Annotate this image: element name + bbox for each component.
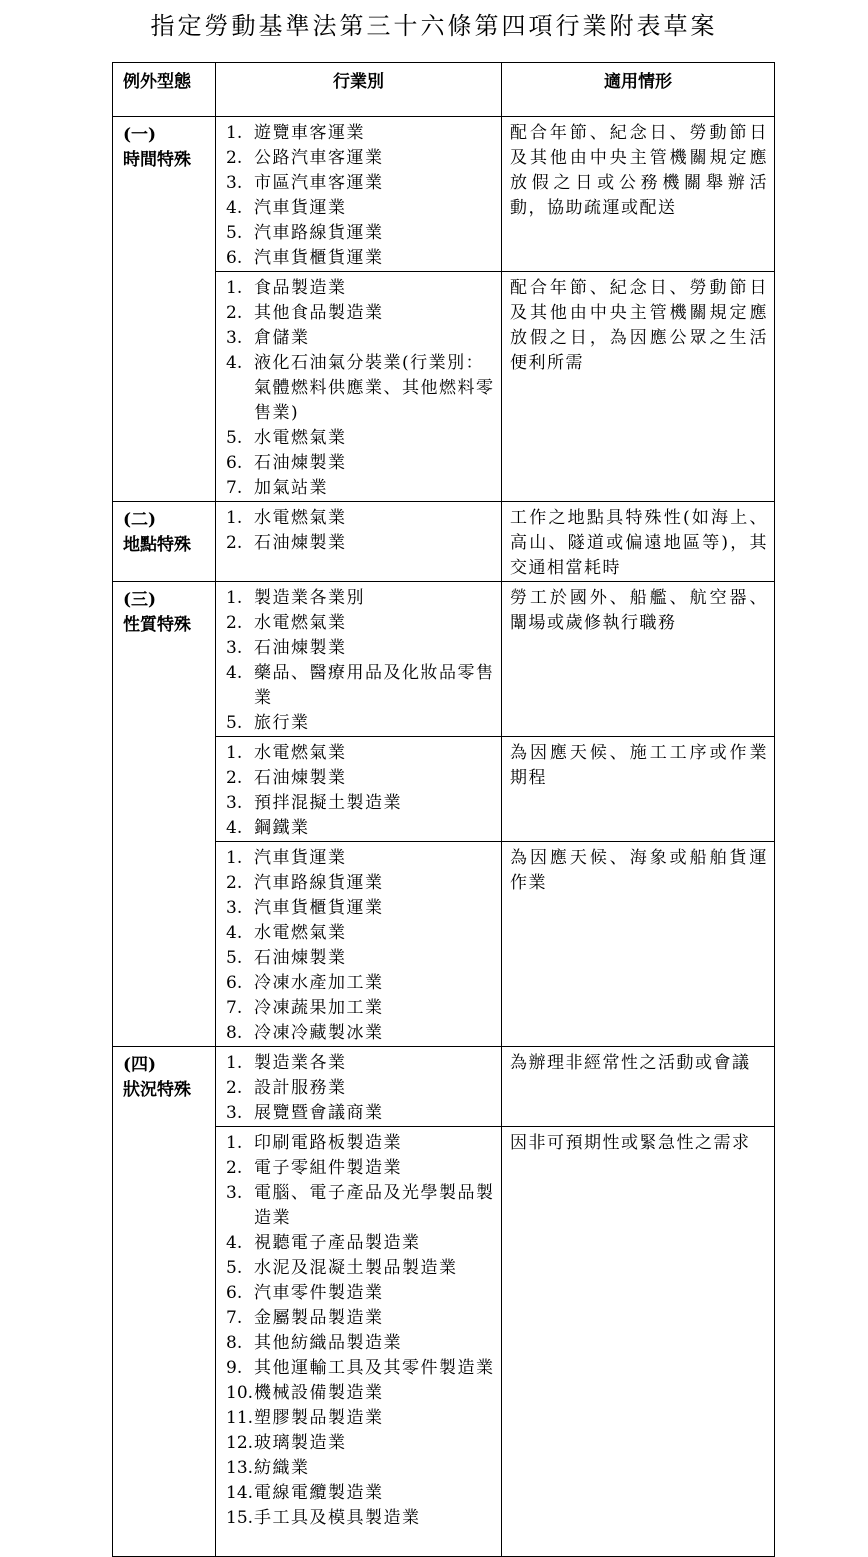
list-item [226,426,495,451]
industry-name: 金屬製品製造業 [254,1308,384,1328]
industry-table [112,62,775,1557]
industry-name: 遊覽車客運業 [254,123,365,143]
industry-name: 紡織業 [254,1458,310,1478]
list-item [226,1406,495,1431]
list-item [226,326,495,351]
list-item [226,1231,495,1256]
table-row [113,582,775,737]
industry-name: 水電燃氣業 [254,508,347,528]
list-item-number: 4. [226,818,243,838]
industry-name: 藥品、醫療用品及化妝品零售業 [254,663,495,708]
list-item-number: 11. [226,1408,254,1428]
exception-type-name: 地點特殊 [123,535,191,555]
list-item [226,611,495,636]
list-item [226,586,495,611]
list-item-number: 7. [226,998,243,1018]
list-item [226,791,495,816]
industry-name: 石油煉製業 [254,533,347,553]
list-item [226,476,495,501]
industry-name: 設計服務業 [254,1078,347,1098]
list-item-number: 1. [226,743,243,763]
list-item [226,1281,495,1306]
industry-name: 預拌混擬土製造業 [254,793,402,813]
industry-name: 冷凍水產加工業 [254,973,384,993]
list-item [226,946,495,971]
header-industry: 行業別 [216,63,502,117]
industry-name: 其他紡織品製造業 [254,1333,402,1353]
industry-name: 市區汽車客運業 [254,173,384,193]
list-item-number: 1. [226,588,243,608]
exception-type-number: (三) [123,590,157,610]
industry-name: 電線電纜製造業 [254,1483,384,1503]
list-item [226,171,495,196]
industry-name: 塑膠製品製造業 [254,1408,384,1428]
list-item [226,896,495,921]
industry-name: 視聽電子產品製造業 [254,1233,421,1253]
list-item [226,661,495,711]
document-title: 指定勞動基準法第三十六條第四項行業附表草案 [150,12,718,40]
list-item-number: 1. [226,1133,243,1153]
list-item [226,1381,495,1406]
list-item-number: 3. [226,173,243,193]
list-item [226,1456,495,1481]
list-item-number: 5. [226,713,243,733]
list-item [226,766,495,791]
industry-name: 液化石油氣分裝業(行業別：氣體燃料供應業、其他燃料零售業) [254,353,495,423]
condition-cell: 配合年節、紀念日、勞動節日及其他由中央主管機關規定應放假之日或公務機關舉辦活動，協助疏運或配送 [502,117,775,272]
list-item [226,1356,495,1381]
industry-name: 汽車路線貨運業 [254,223,384,243]
exception-type-cell [113,117,216,502]
industry-name: 汽車貨櫃貨運業 [254,248,384,268]
list-item [226,741,495,766]
condition-cell: 為辦理非經常性之活動或會議 [502,1047,775,1127]
list-item-number: 13. [226,1458,254,1478]
industry-name: 水電燃氣業 [254,923,347,943]
list-item [226,636,495,661]
list-item-number: 14. [226,1483,254,1503]
industry-name: 加氣站業 [254,478,328,498]
list-item [226,221,495,246]
list-item-number: 1. [226,848,243,868]
list-item-number: 8. [226,1023,243,1043]
list-item-number: 2. [226,1078,243,1098]
industry-list-cell [216,1127,502,1557]
list-item [226,1131,495,1156]
industry-name: 石油煉製業 [254,638,347,658]
list-item [226,276,495,301]
header-condition: 適用情形 [502,63,775,117]
list-item [226,146,495,171]
list-item-number: 6. [226,248,243,268]
list-item-number: 4. [226,923,243,943]
industry-name: 印刷電路板製造業 [254,1133,402,1153]
list-item [226,846,495,871]
industry-list-cell [216,582,502,737]
header-exception-type: 例外型態 [113,63,216,117]
condition-cell: 工作之地點具特殊性(如海上、高山、隧道或偏遠地區等)，其交通相當耗時 [502,502,775,582]
industry-name: 汽車貨櫃貨運業 [254,898,384,918]
industry-name: 水泥及混凝土製品製造業 [254,1258,458,1278]
industry-name: 水電燃氣業 [254,613,347,633]
list-item-number: 7. [226,478,243,498]
industry-name: 汽車貨運業 [254,848,347,868]
table-header-row [113,63,775,117]
industry-name: 展覽暨會議商業 [254,1103,384,1123]
industry-name: 石油煉製業 [254,453,347,473]
list-item [226,1481,495,1506]
exception-type-cell [113,582,216,1047]
list-item [226,531,495,556]
list-item-number: 5. [226,1258,243,1278]
list-item [226,1306,495,1331]
list-item-number: 2. [226,148,243,168]
list-item-number: 3. [226,328,243,348]
industry-list-cell [216,117,502,272]
industry-name: 公路汽車客運業 [254,148,384,168]
industry-name: 水電燃氣業 [254,743,347,763]
industry-name: 汽車路線貨運業 [254,873,384,893]
industry-name: 玻璃製造業 [254,1433,347,1453]
list-item-number: 15. [226,1508,254,1528]
list-item [226,1101,495,1126]
list-item [226,1256,495,1281]
list-item-number: 6. [226,453,243,473]
list-item [226,1431,495,1456]
list-item-number: 3. [226,638,243,658]
list-item-number: 3. [226,898,243,918]
list-item-number: 4. [226,663,243,683]
industry-name: 其他運輸工具及其零件製造業 [254,1358,495,1378]
list-item [226,1156,495,1181]
industry-name: 冷凍蔬果加工業 [254,998,384,1018]
industry-list-cell [216,737,502,842]
list-item-number: 5. [226,428,243,448]
industry-name: 水電燃氣業 [254,428,347,448]
list-item [226,246,495,271]
industry-name: 石油煉製業 [254,948,347,968]
list-item [226,711,495,736]
industry-name: 汽車零件製造業 [254,1283,384,1303]
list-item [226,816,495,841]
list-item-number: 9. [226,1358,243,1378]
table-row [113,1047,775,1127]
list-item-number: 4. [226,1233,243,1253]
list-item [226,1076,495,1101]
list-item-number: 4. [226,353,243,373]
industry-name: 石油煉製業 [254,768,347,788]
list-item-number: 2. [226,613,243,633]
list-item [226,1506,495,1531]
list-item-number: 2. [226,533,243,553]
list-item-number: 12. [226,1433,254,1453]
condition-cell: 為因應天候、海象或船舶貨運作業 [502,842,775,1047]
exception-type-number: (二) [123,510,157,530]
industry-name: 倉儲業 [254,328,310,348]
list-item [226,1051,495,1076]
industry-name: 食品製造業 [254,278,347,298]
list-item-number: 2. [226,303,243,323]
industry-name: 製造業各業別 [254,588,365,608]
industry-list-cell [216,272,502,502]
list-item [226,1181,495,1231]
list-item-number: 5. [226,948,243,968]
industry-name: 鋼鐵業 [254,818,310,838]
list-item [226,996,495,1021]
exception-type-name: 時間特殊 [123,150,191,170]
list-item [226,1021,495,1046]
exception-type-cell [113,1047,216,1557]
list-item-number: 1. [226,1053,243,1073]
list-item [226,351,495,426]
list-item-number: 2. [226,873,243,893]
list-item-number: 1. [226,278,243,298]
list-item [226,1331,495,1356]
exception-type-number: (四) [123,1055,157,1075]
table-row [113,502,775,582]
industry-name: 手工具及模具製造業 [254,1508,421,1528]
table-body [113,117,775,1557]
list-item-number: 6. [226,973,243,993]
industry-name: 旅行業 [254,713,310,733]
industry-list-cell [216,842,502,1047]
exception-type-number: (一) [123,125,157,145]
list-item-number: 3. [226,1183,243,1203]
condition-cell: 為因應天候、施工工序或作業期程 [502,737,775,842]
industry-list-cell [216,502,502,582]
list-item-number: 3. [226,793,243,813]
list-item-number: 2. [226,768,243,788]
list-item-number: 3. [226,1103,243,1123]
condition-cell: 配合年節、紀念日、勞動節日及其他由中央主管機關規定應放假之日，為因應公眾之生活便利所需 [502,272,775,502]
list-item-number: 7. [226,1308,243,1328]
exception-type-cell [113,502,216,582]
list-item [226,971,495,996]
list-item-number: 1. [226,508,243,528]
list-item [226,196,495,221]
list-item-number: 6. [226,1283,243,1303]
industry-name: 製造業各業 [254,1053,347,1073]
list-item-number: 10. [226,1383,254,1403]
list-item-number: 5. [226,223,243,243]
list-item [226,121,495,146]
condition-cell: 因非可預期性或緊急性之需求 [502,1127,775,1557]
list-item-number: 1. [226,123,243,143]
industry-name: 其他食品製造業 [254,303,384,323]
list-item-number: 2. [226,1158,243,1178]
industry-name: 汽車貨運業 [254,198,347,218]
table-row [113,117,775,272]
exception-type-name: 性質特殊 [123,615,191,635]
list-item [226,871,495,896]
list-item [226,506,495,531]
list-item [226,451,495,476]
industry-name: 電子零組件製造業 [254,1158,402,1178]
industry-name: 機械設備製造業 [254,1383,384,1403]
condition-cell: 勞工於國外、船艦、航空器、闈場或歲修執行職務 [502,582,775,737]
list-item [226,921,495,946]
exception-type-name: 狀況特殊 [123,1080,191,1100]
industry-list-cell [216,1047,502,1127]
industry-name: 冷凍冷藏製冰業 [254,1023,384,1043]
list-item [226,301,495,326]
industry-name: 電腦、電子產品及光學製品製造業 [254,1183,495,1228]
list-item-number: 8. [226,1333,243,1353]
list-item-number: 4. [226,198,243,218]
